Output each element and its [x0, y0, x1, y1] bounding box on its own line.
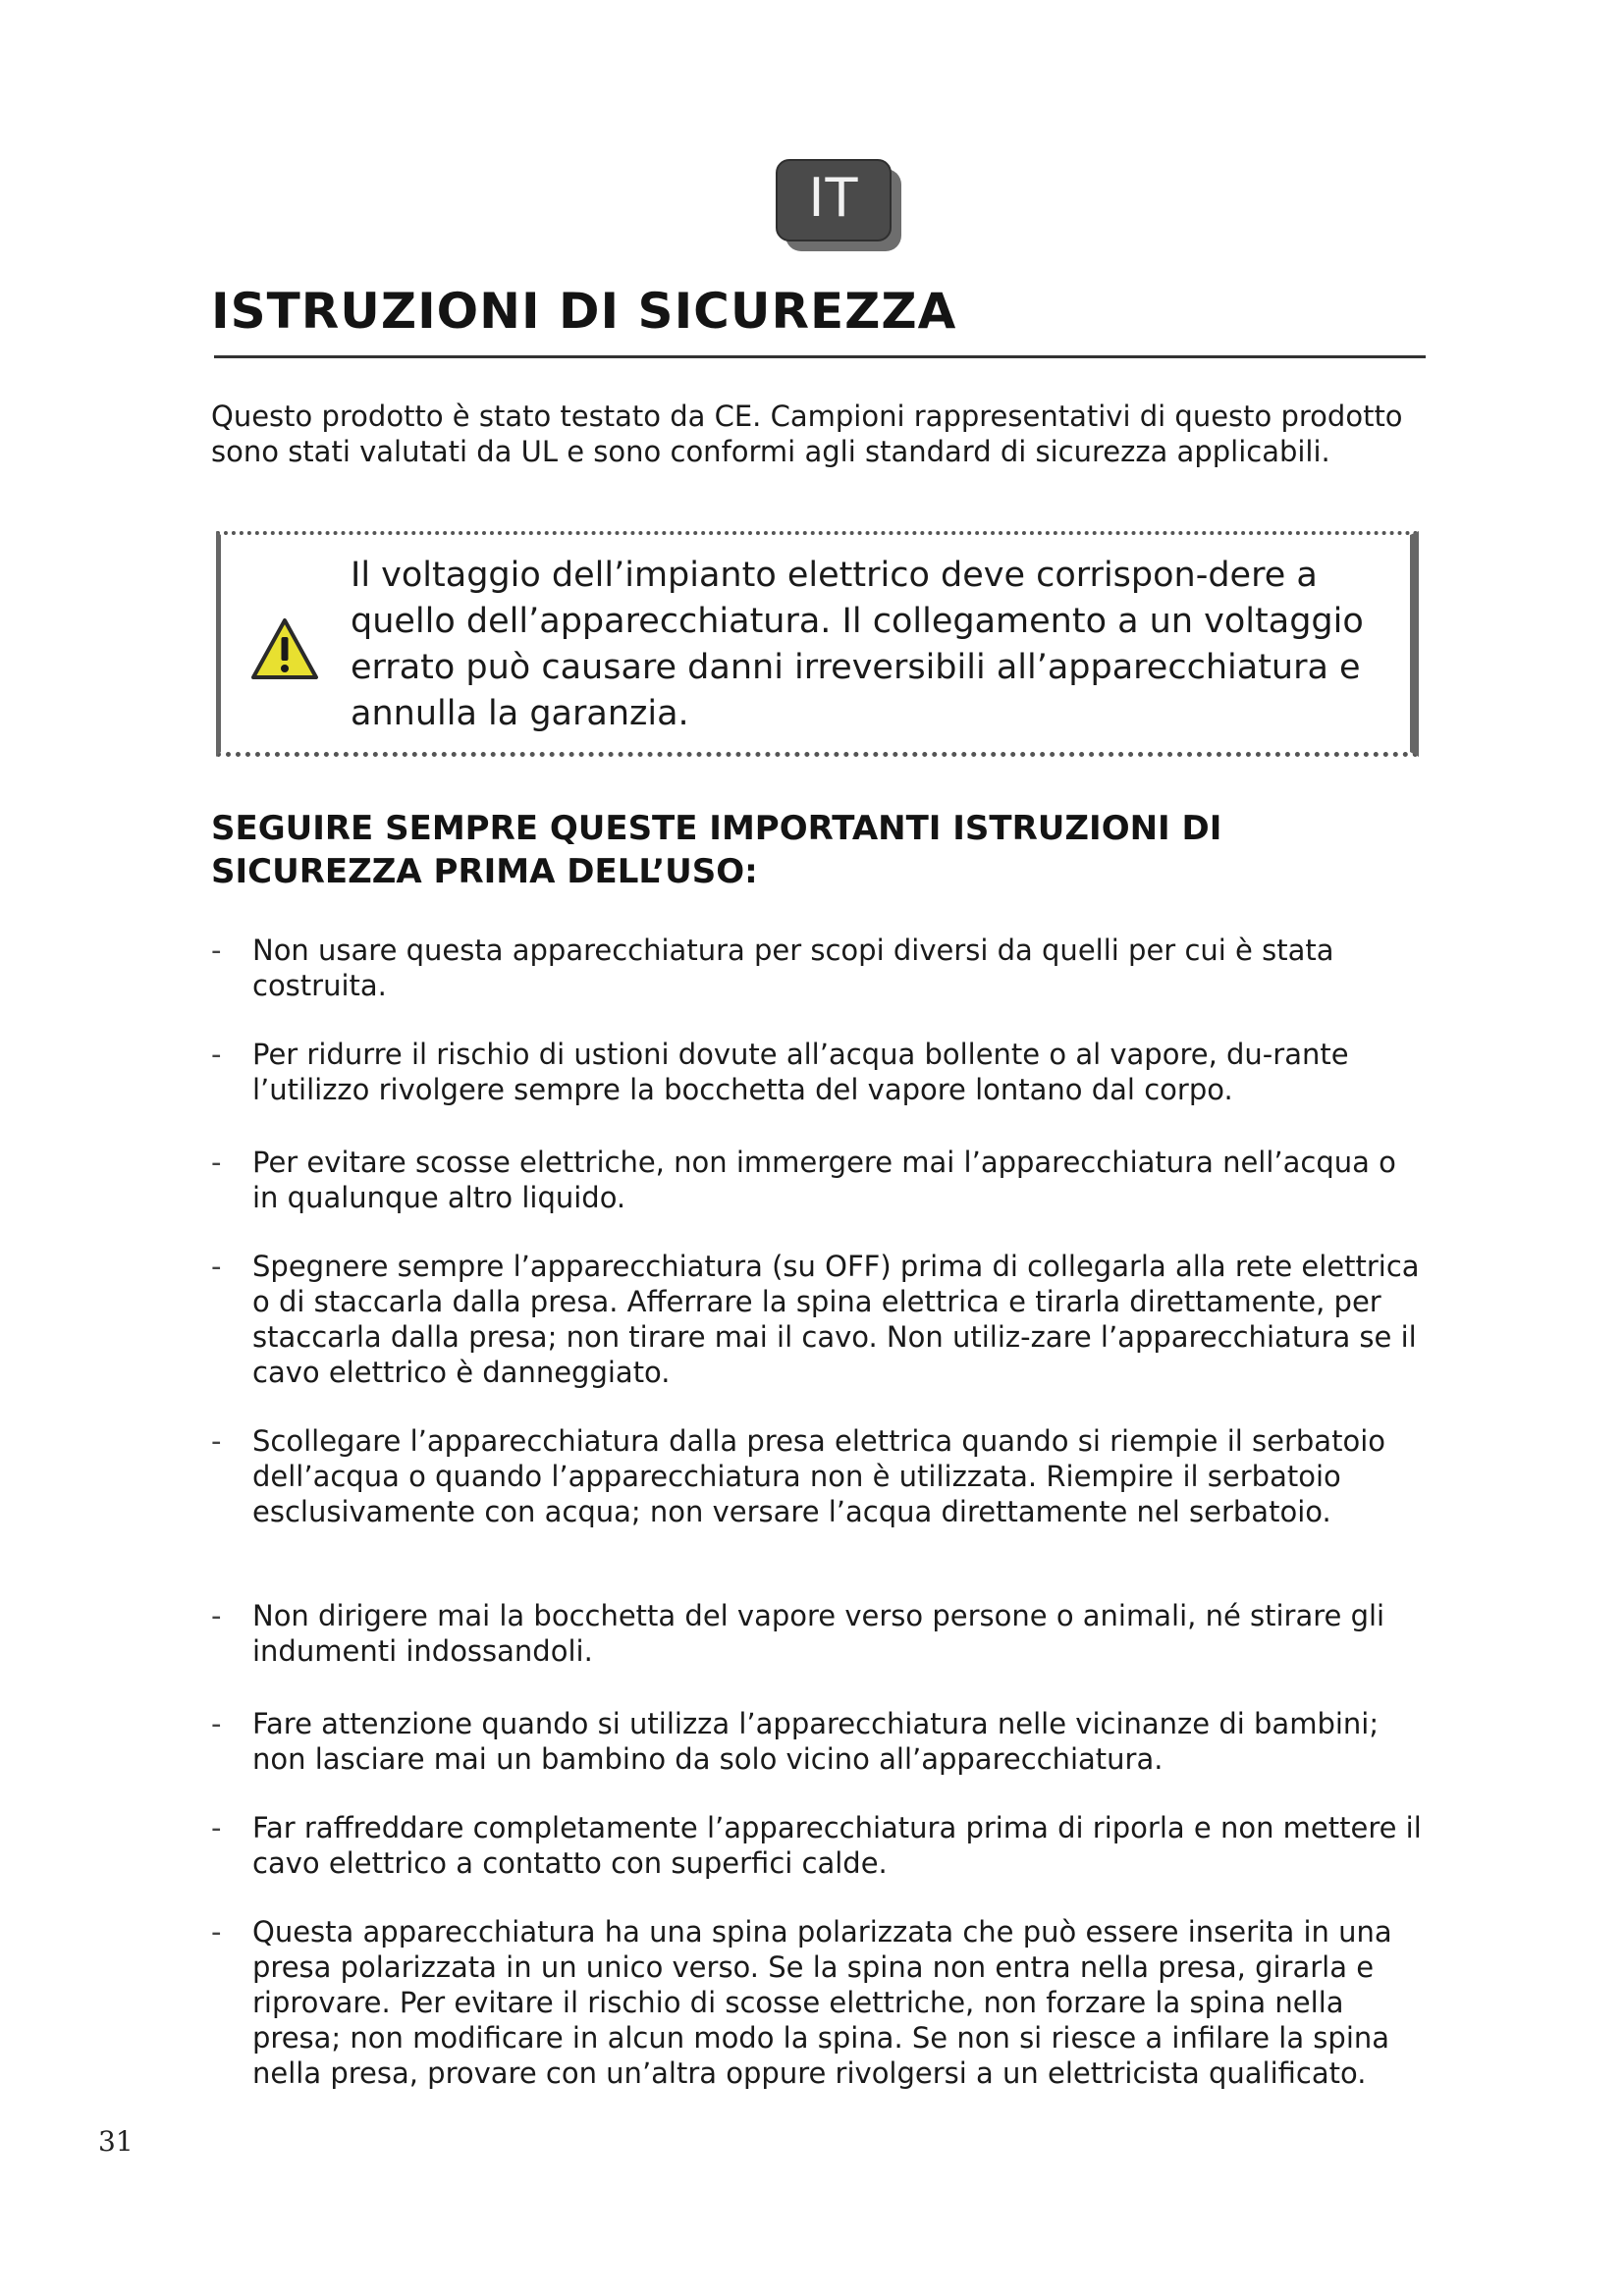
title-divider	[214, 355, 1426, 358]
list-item-text: Per evitare scosse elettriche, non immergere mai l’apparecchiatura nell’acqua o in qualunque altro liquido.	[252, 1146, 1396, 1214]
list-bullet: -	[211, 1146, 222, 1179]
list-bullet: -	[211, 934, 222, 967]
section-heading: SEGUIRE SEMPRE QUESTE IMPORTANTI ISTRUZIONI DI SICUREZZA PRIMA DELL’USO:	[211, 809, 1222, 891]
list-item-text: Questa apparecchiatura ha una spina polarizzata che può essere inserita in una presa polarizzata in un unico verso. Se la spina non entra nella presa, girarla e riprovare. Per evitare il rischio di scosse elettriche, non forzare la spina nella presa; non modificare in alcun modo la spina. Se non si riesce a infilare la spina nella presa, provare con un’altra oppure rivolgersi a un elettricista qualificato.	[252, 1915, 1392, 2090]
warning-box	[216, 531, 1419, 757]
list-bullet: -	[211, 1811, 222, 1844]
list-item-text: Per ridurre il rischio di ustioni dovute all’acqua bollente o al vapore, du-rante l’utilizzo rivolgere sempre la bocchetta del vapore lontano dal corpo.	[252, 1038, 1349, 1106]
warning-text: Il voltaggio dell’impianto elettrico deve corrispon-dere a quello dell’apparecchiatura. Il collegamento a un voltaggio errato può causare danni irreversibili all’apparecchiatura e annulla la garanzia.	[351, 556, 1364, 733]
list-bullet: -	[211, 1915, 222, 1949]
page-number: 31	[98, 2125, 134, 2158]
warning-triangle-icon	[250, 617, 319, 680]
language-tab-label: IT	[776, 159, 892, 241]
page-title: ISTRUZIONI DI SICUREZZA	[211, 283, 957, 340]
intro-paragraph: Questo prodotto è stato testato da CE. Campioni rappresentativi di questo prodotto sono stati valutati da UL e sono conformi agli standard di sicurezza applicabili.	[211, 400, 1403, 468]
list-bullet: -	[211, 1707, 222, 1740]
list-bullet: -	[211, 1424, 222, 1458]
list-bullet: -	[211, 1599, 222, 1632]
language-tab	[776, 159, 903, 249]
list-item-text: Far raffreddare completamente l’apparecchiatura prima di riporla e non mettere il cavo elettrico a contatto con superfici calde.	[252, 1811, 1422, 1880]
list-item-text: Non usare questa apparecchiatura per scopi diversi da quelli per cui è stata costruita.	[252, 934, 1334, 1002]
list-item-text: Fare attenzione quando si utilizza l’apparecchiatura nelle vicinanze di bambini; non lasciare mai un bambino da solo vicino all’apparecchiatura.	[252, 1707, 1380, 1776]
list-item-text: Spegnere sempre l’apparecchiatura (su OFF) prima di collegarla alla rete elettrica o di staccarla dalla presa. Afferrare la spina elettrica e tirarla direttamente, per staccarla dalla presa; non tirare mai il cavo. Non utiliz-zare l’apparecchiatura se il cavo elettrico è danneggiato.	[252, 1250, 1420, 1389]
list-bullet: -	[211, 1038, 222, 1071]
list-bullet: -	[211, 1250, 222, 1283]
list-item-text: Scollegare l’apparecchiatura dalla presa elettrica quando si riempie il serbatoio dell’acqua o quando l’apparecchiatura non è utilizzata. Riempire il serbatoio esclusivamente con acqua; non versare l’acqua direttamente nel serbatoio.	[252, 1424, 1385, 1528]
list-item-text: Non dirigere mai la bocchetta del vapore verso persone o animali, né stirare gli indumenti indossandoli.	[252, 1599, 1385, 1668]
